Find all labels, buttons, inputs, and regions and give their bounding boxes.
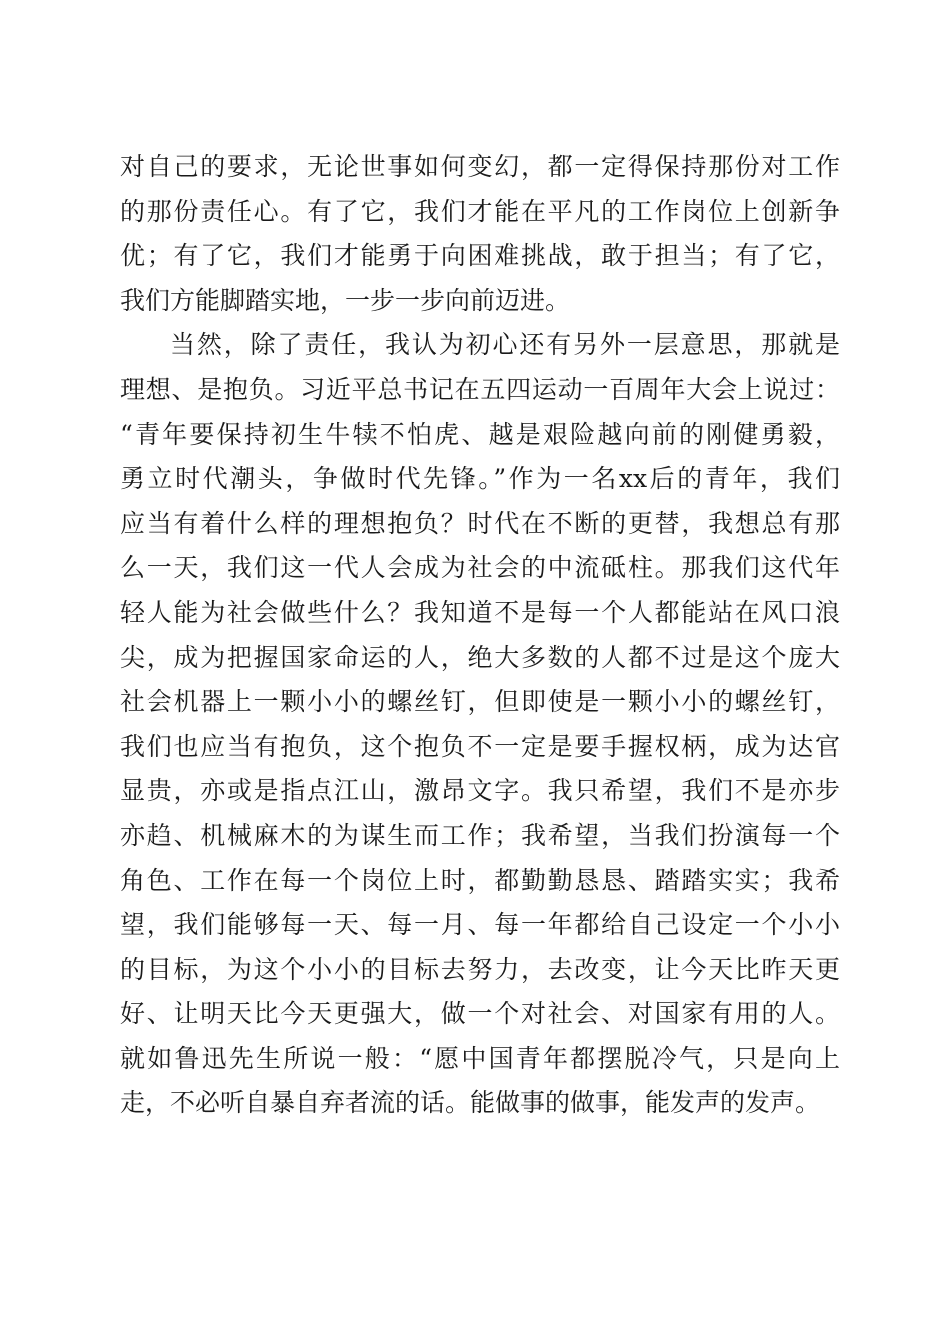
text-line: 的目标，为这个小小的目标去努力，去改变，让今天比昨天更	[120, 954, 840, 984]
text-line: 勇立时代潮头，争做时代先锋。”作为一名xx后的青年，我们	[120, 464, 840, 494]
text-line: 对自己的要求，无论世事如何变幻，都一定得保持那份对工作	[120, 152, 840, 181]
text-line: 走，不必听自暴自弃者流的话。能做事的做事，能发声的发声。	[120, 1088, 821, 1118]
text-line: 理想、是抱负。习近平总书记在五四运动一百周年大会上说过：	[120, 374, 840, 404]
text-line: 当然，除了责任，我认为初心还有另外一层意思，那就是	[170, 330, 840, 360]
text-line: 我们也应当有抱负，这个抱负不一定是要手握权柄，成为达官	[120, 731, 840, 761]
text-line: 么一天，我们这一代人会成为社会的中流砥柱。那我们这代年	[120, 553, 840, 583]
text-line: 望，我们能够每一天、每一月、每一年都给自己设定一个小小	[120, 910, 840, 940]
text-line: “青年要保持初生牛犊不怕虎、越是艰险越向前的刚健勇毅，	[120, 419, 840, 449]
text-line: 社会机器上一颗小小的螺丝钉，但即使是一颗小小的螺丝钉，	[120, 687, 840, 717]
paragraph	[120, 323, 840, 1126]
text-line: 我们方能脚踏实地，一步一步向前迈进。	[120, 285, 571, 315]
text-line: 就如鲁迅先生所说一般：“愿中国青年都摆脱冷气，只是向上	[120, 1043, 840, 1073]
text-line: 的那份责任心。有了它，我们才能在平凡的工作岗位上创新争	[120, 196, 840, 226]
text-line: 好、让明天比今天更强大，做一个对社会、对国家有用的人。	[120, 999, 840, 1029]
document-body	[120, 145, 840, 1126]
text-line: 应当有着什么样的理想抱负？时代在不断的更替，我想总有那	[120, 508, 840, 538]
paragraph	[120, 145, 840, 323]
text-line: 显贵，亦或是指点江山，激昂文字。我只希望，我们不是亦步	[120, 776, 840, 806]
text-line: 轻人能为社会做些什么？我知道不是每一个人都能站在风口浪	[120, 597, 840, 627]
text-line: 角色、工作在每一个岗位上时，都勤勤恳恳、踏踏实实；我希	[120, 865, 840, 895]
text-line: 尖，成为把握国家命运的人，绝大多数的人都不过是这个庞大	[120, 642, 840, 672]
text-line: 优；有了它，我们才能勇于向困难挑战，敢于担当；有了它，	[120, 241, 840, 271]
text-line: 亦趋、机械麻木的为谋生而工作；我希望，当我们扮演每一个	[120, 820, 840, 850]
